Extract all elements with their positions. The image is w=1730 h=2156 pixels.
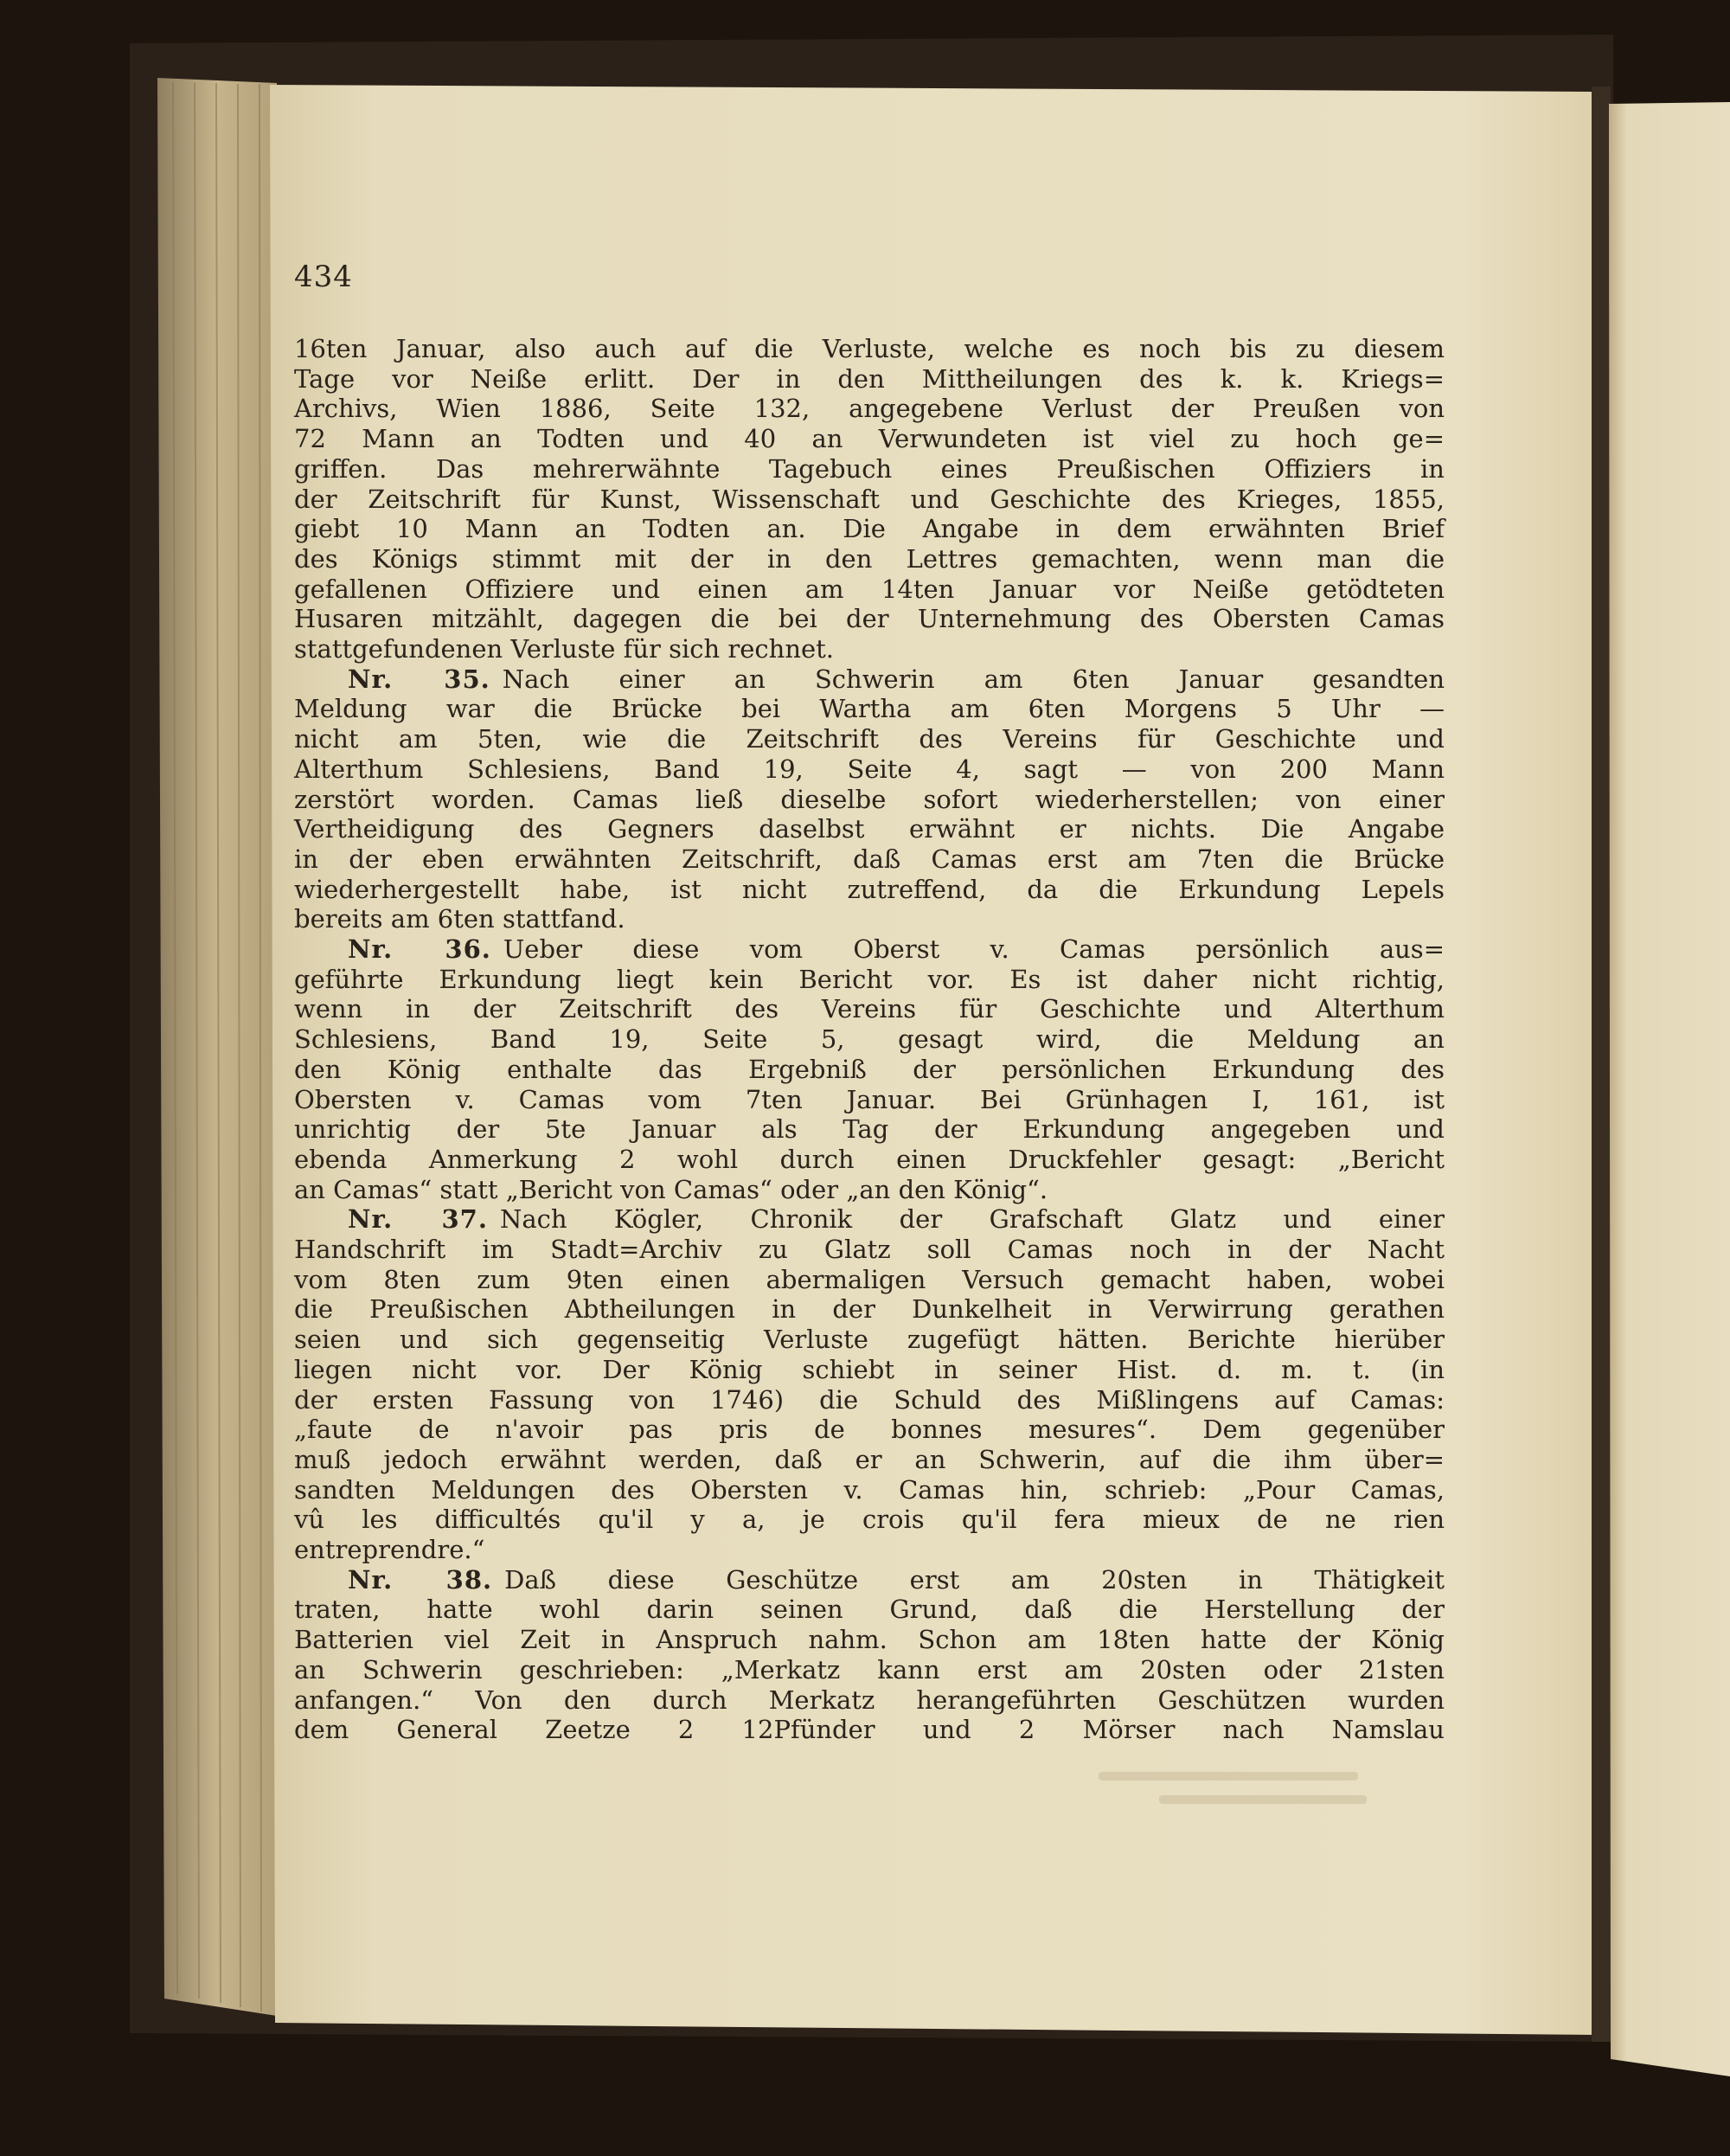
text-line	[294, 1505, 1445, 1534]
line-text: anfangen.“ Von den durch Merkatz herangeführten Geschützen wurden	[294, 1684, 1445, 1715]
text-line	[348, 1204, 1445, 1234]
text-line	[294, 1445, 1445, 1474]
line-text: zerstört worden. Camas ließ dieselbe sofort wiederherstellen; von einer	[294, 784, 1445, 814]
text-line	[294, 334, 1445, 363]
line-text: Nach einer an Schwerin am 6ten Januar gesandten	[502, 664, 1445, 694]
book-page	[294, 260, 1445, 1834]
text-line	[294, 724, 1445, 754]
line-text: entreprendre.“	[294, 1535, 485, 1564]
line-text: seien und sich gegenseitig Verluste zugefügt hätten. Berichte hierüber	[294, 1325, 1445, 1355]
text-line	[294, 1595, 1445, 1624]
line-text: Meldung war die Brücke bei Wartha am 6ten Morgens 5 Uhr —	[294, 694, 1445, 724]
line-text: Tage vor Neiße erlitt. Der in den Mittheilungen des k. k. Kriegs=	[294, 363, 1445, 394]
text-line	[294, 1715, 1445, 1744]
text-line	[294, 1055, 1445, 1084]
text-line	[294, 1114, 1445, 1144]
line-text: stattgefundenen Verluste für sich rechnet.	[294, 634, 835, 664]
line-text: 16ten Januar, also auch auf die Verluste, welche es noch bis zu diesem	[294, 334, 1445, 363]
gutter	[1592, 87, 1611, 2042]
text-line	[294, 1145, 1445, 1174]
line-text: giebt 10 Mann an Todten an. Die Angabe in dem erwähnten Brief	[294, 514, 1445, 544]
line-text: den König enthalte das Ergebniß der persönlichen Erkundung des	[294, 1054, 1445, 1084]
line-text: der ersten Fassung von 1746) die Schuld des Mißlingens auf Camas:	[294, 1384, 1445, 1415]
text-line	[294, 875, 1445, 904]
text-line	[294, 1355, 1445, 1384]
text-line	[294, 1265, 1445, 1294]
text-line	[294, 1625, 1445, 1654]
text-line	[294, 904, 1445, 934]
line-text: vû les difficultés qu'il y a, je crois qu'il fera mieux de ne rien	[294, 1505, 1445, 1535]
text-line	[294, 604, 1445, 633]
note-number: Nr. 38.	[348, 1564, 493, 1595]
line-text: des Königs stimmt mit der in den Lettres gemachten, wenn man die	[294, 543, 1445, 574]
text-line	[348, 664, 1445, 694]
line-text: Daß diese Geschütze erst am 20sten in Thätigkeit	[504, 1564, 1445, 1595]
text-line	[294, 785, 1445, 814]
note-number: Nr. 36.	[348, 934, 491, 964]
text-line	[294, 1535, 1445, 1564]
line-text: Alterthum Schlesiens, Band 19, Seite 4, sagt — von 200 Mann	[294, 754, 1445, 784]
line-text: an Camas“ statt „Bericht von Camas“ oder „an den König“.	[294, 1174, 1048, 1204]
text-line	[294, 544, 1445, 574]
line-text: in der eben erwähnten Zeitschrift, daß Camas erst am 7ten die Brücke	[294, 844, 1445, 874]
line-text: griffen. Das mehrerwähnte Tagebuch eines Preußischen Offiziers in	[294, 453, 1445, 484]
text-line	[294, 1385, 1445, 1415]
line-text: wiederhergestellt habe, ist nicht zutreffend, da die Erkundung Lepels	[294, 874, 1445, 904]
line-text: liegen nicht vor. Der König schiebt in seiner Hist. d. m. t. (in	[294, 1354, 1445, 1384]
text-line	[294, 1235, 1445, 1264]
line-text: vom 8ten zum 9ten einen abermaligen Versuch gemacht haben, wobei	[294, 1264, 1445, 1294]
line-text: Schlesiens, Band 19, Seite 5, gesagt wird, die Meldung an	[294, 1024, 1445, 1055]
line-text: ebenda Anmerkung 2 wohl durch einen Druckfehler gesagt: „Bericht	[294, 1144, 1445, 1174]
line-text: traten, hatte wohl darin seinen Grund, daß die Herstellung der	[294, 1595, 1445, 1625]
text-line	[294, 634, 1445, 664]
text-line	[294, 364, 1445, 394]
facing-page	[1609, 102, 1730, 2076]
line-text: die Preußischen Abtheilungen in der Dunkelheit in Verwirrung gerathen	[294, 1294, 1445, 1325]
note-number: Nr. 35.	[348, 664, 490, 694]
text-line	[294, 814, 1445, 844]
text-line	[294, 454, 1445, 484]
line-text: wenn in der Zeitschrift des Vereins für Geschichte und Alterthum	[294, 994, 1445, 1024]
line-text: Handschrift im Stadt=Archiv zu Glatz soll Camas noch in der Nacht	[294, 1235, 1445, 1264]
text-line	[294, 754, 1445, 784]
text-line	[294, 1175, 1445, 1204]
line-text: Ueber diese vom Oberst v. Camas persönlich aus=	[503, 934, 1445, 964]
line-text: Nach Kögler, Chronik der Grafschaft Glatz und einer	[499, 1204, 1445, 1235]
line-text: Vertheidigung des Gegners daselbst erwähnt er nichts. Die Angabe	[294, 814, 1445, 844]
line-text: Husaren mitzählt, dagegen die bei der Unternehmung des Obersten Camas	[294, 604, 1445, 634]
text-line	[294, 394, 1445, 423]
text-line	[294, 484, 1445, 514]
line-text: 72 Mann an Todten und 40 an Verwundeten ist viel zu hoch ge=	[294, 424, 1445, 454]
line-text: an Schwerin geschrieben: „Merkatz kann erst am 20sten oder 21sten	[294, 1654, 1445, 1684]
text-line	[348, 1565, 1445, 1595]
text-line	[294, 424, 1445, 453]
text-line	[294, 694, 1445, 723]
text-line	[294, 994, 1445, 1023]
text-line	[294, 1294, 1445, 1324]
line-text: Batterien viel Zeit in Anspruch nahm. Schon am 18ten hatte der König	[294, 1625, 1445, 1655]
text-line	[294, 1415, 1445, 1444]
text-line	[294, 1085, 1445, 1114]
text-line	[294, 574, 1445, 604]
text-line	[294, 1685, 1445, 1715]
text-line	[348, 934, 1445, 964]
text-line	[294, 1655, 1445, 1684]
text-line	[294, 1475, 1445, 1505]
line-text: muß jedoch erwähnt werden, daß er an Schwerin, auf die ihm über=	[294, 1444, 1445, 1474]
line-text: nicht am 5ten, wie die Zeitschrift des Vereins für Geschichte und	[294, 724, 1445, 754]
line-text: Archivs, Wien 1886, Seite 132, angegebene Verlust der Preußen von	[294, 394, 1445, 424]
line-text: bereits am 6ten stattfand.	[294, 904, 625, 934]
line-text: gefallenen Offiziere und einen am 14ten Januar vor Neiße getödteten	[294, 574, 1445, 604]
page-number: 434	[294, 260, 353, 294]
line-text: Obersten v. Camas vom 7ten Januar. Bei Grünhagen I, 161, ist	[294, 1084, 1445, 1114]
text-line	[294, 844, 1445, 874]
line-text: unrichtig der 5te Januar als Tag der Erkundung angegeben und	[294, 1114, 1445, 1145]
line-text: dem General Zeetze 2 12Pfünder und 2 Mörser nach Namslau	[294, 1715, 1445, 1745]
text-line	[294, 1024, 1445, 1054]
line-text: „faute de n'avoir pas pris de bonnes mesures“. Dem gegenüber	[294, 1415, 1445, 1445]
text-line	[294, 965, 1445, 994]
text-line	[294, 1325, 1445, 1354]
line-text: sandten Meldungen des Obersten v. Camas hin, schrieb: „Pour Camas,	[294, 1474, 1445, 1505]
line-text: der Zeitschrift für Kunst, Wissenschaft und Geschichte des Krieges, 1855,	[294, 484, 1445, 514]
note-number: Nr. 37.	[348, 1204, 488, 1235]
text-line	[294, 514, 1445, 543]
line-text: geführte Erkundung liegt kein Bericht vor. Es ist daher nicht richtig,	[294, 964, 1445, 994]
